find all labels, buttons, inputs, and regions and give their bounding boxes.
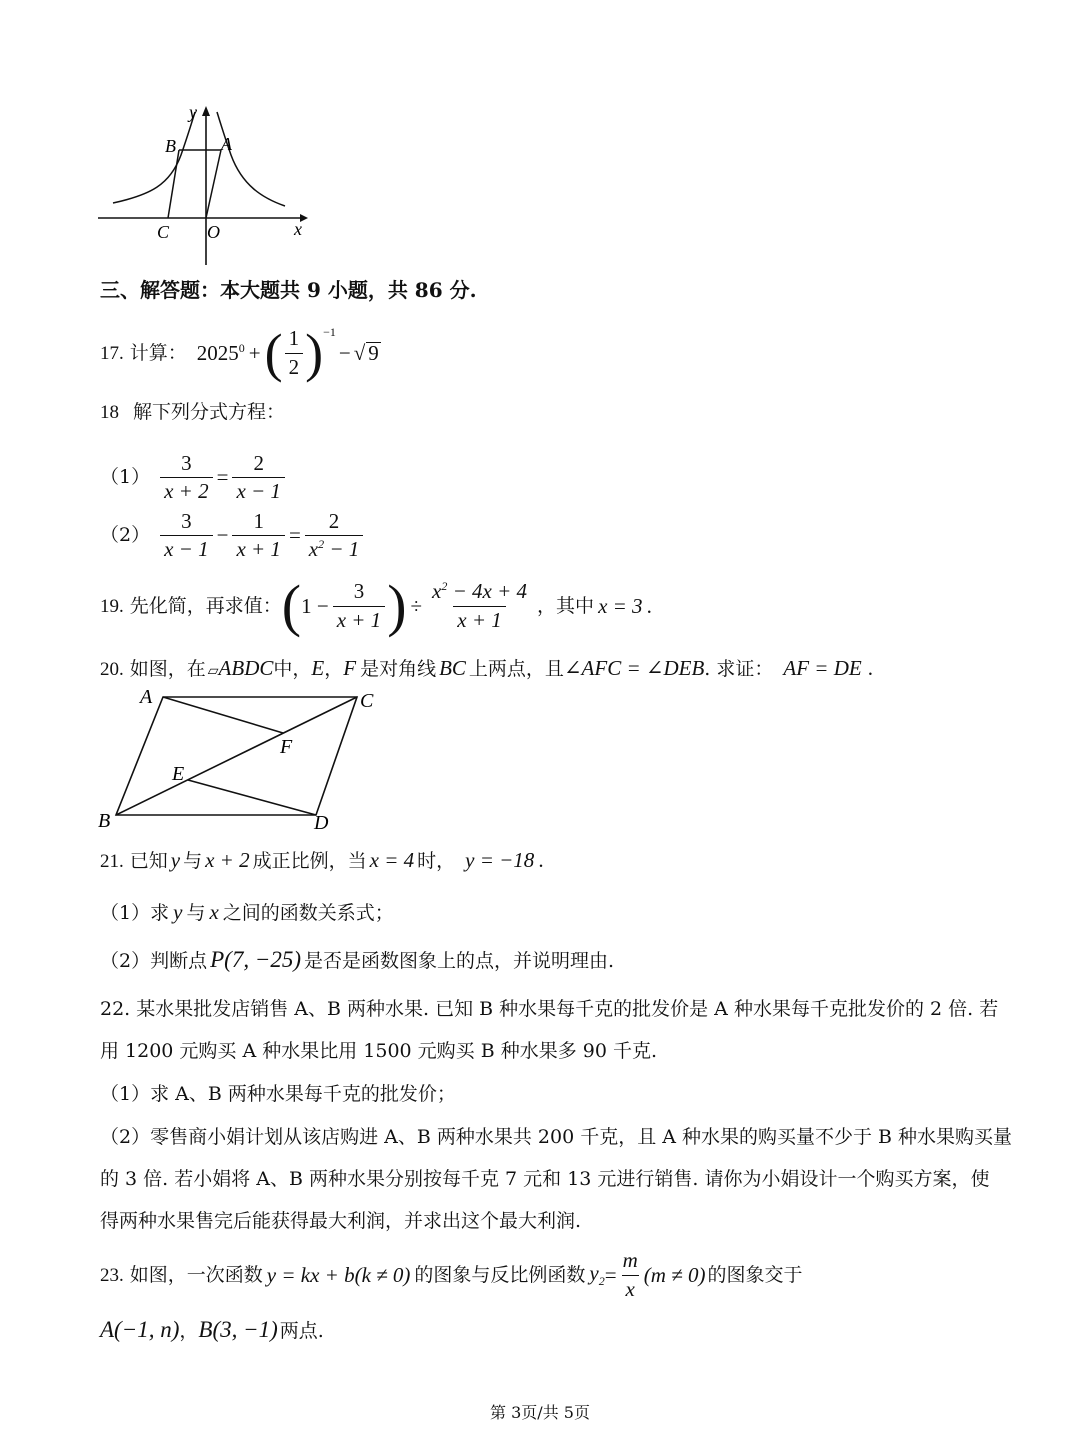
function-graph-q16 bbox=[95, 100, 315, 270]
label-A: A bbox=[140, 686, 153, 708]
segment-BC bbox=[168, 150, 179, 218]
q23-line2: A(−1, n)，B(3, −1) 两点. bbox=[100, 1317, 324, 1342]
question-17: 17. 计算： 2025$^0$ + ( $\frac{1}{2}$ ) $^{-1}$ − √ 9 bbox=[100, 323, 379, 383]
question-23: 23. 如图，一次函数 y = kx + b(k ≠ 0) 的图象与反比例函数 $y_2$ = $\frac{m}{x}$ (m ≠ 0) 的图象交于 bbox=[100, 1248, 803, 1301]
q22-part1: （1）求 A、B 两种水果每千克的批发价； bbox=[100, 1083, 456, 1105]
q22-line1: 22. 某水果批发店销售 A、B 两种水果. 已知 B 种水果每千克的批发价是 A 种水果每千克批发价的 2 倍. 若 bbox=[100, 998, 999, 1020]
q17-base: 2025$^0$ bbox=[196, 341, 245, 365]
q19-number: 19. bbox=[100, 595, 124, 617]
question-21: 21. 已知 y 与 x + 2 成正比例，当 x = 4 时， y = −18 . bbox=[100, 848, 544, 872]
label-A: A bbox=[221, 134, 232, 154]
section-title bbox=[100, 280, 477, 300]
hyperbola-right-branch bbox=[217, 112, 285, 206]
label-C: C bbox=[157, 222, 170, 242]
page-number: 第 3页/共 5页 bbox=[490, 1403, 590, 1422]
q18-p2-label: （2） bbox=[100, 524, 151, 547]
hyperbola-left-branch bbox=[113, 112, 195, 203]
question-20: 20. 如图，在 ▱ABDC中，E，F 是对角线 BC 上两点，且∠AFC = ∠DEB. 求证： AF = DE . bbox=[100, 656, 873, 680]
q21-part1: （1）求 y 与 x 之间的函数关系式； bbox=[100, 900, 394, 924]
label-D: D bbox=[314, 812, 329, 834]
segment-AO bbox=[206, 150, 221, 218]
question-19: 19. 先化简，再求值： ( 1 − $\frac{3}{x + 1}$ ) ÷ $\frac{x^2 - 4x + 4}{x + 1}$ ，其中 x = 3 . bbox=[100, 573, 652, 638]
label-E: E bbox=[172, 763, 185, 785]
label-y: y bbox=[189, 102, 197, 122]
label-F: F bbox=[280, 736, 293, 758]
q22-line2: 用 1200 元购买 A 种水果比用 1500 元购买 B 种水果多 90 千克. bbox=[100, 1040, 658, 1062]
label-x: x bbox=[294, 219, 302, 239]
q17-text: 计算： bbox=[129, 341, 187, 364]
q22-part2-line1: （2）零售商小娟计划从该店购进 A、B 两种水果共 200 千克，且 A 种水果的购买量不少于 B 种水果购买量 bbox=[100, 1126, 1013, 1148]
q22-part2-line2: 的 3 倍. 若小娟将 A、B 两种水果分别按每千克 7 元和 13 元进行销售. 请你为小娟设计一个购买方案，使 bbox=[100, 1168, 990, 1190]
q18-number: 18 bbox=[100, 402, 119, 423]
page-footer bbox=[0, 1400, 1080, 1423]
question-18 bbox=[100, 403, 285, 422]
q17-exponent: −1 bbox=[323, 325, 336, 339]
segment-AF bbox=[163, 697, 283, 733]
q17-number: 17. bbox=[100, 342, 124, 364]
q22-part2-line3: 得两种水果售完后能获得最大利润，并求出这个最大利润. bbox=[100, 1210, 582, 1232]
label-O: O bbox=[207, 222, 220, 242]
label-B: B bbox=[98, 810, 111, 832]
label-B: B bbox=[165, 136, 176, 156]
label-C: C bbox=[360, 690, 374, 712]
section-title-text: 三、解答题：本大题共 9 小题，共 86 分. bbox=[100, 278, 477, 302]
segment-ED bbox=[188, 780, 316, 815]
q21-part2: （2）判断点 P(7, −25) 是否是函数图象上的点，并说明理由. bbox=[100, 947, 615, 972]
q17-sqrt-arg: 9 bbox=[368, 341, 379, 365]
diagonal-BC bbox=[116, 697, 357, 815]
q18-p1-label: （1） bbox=[100, 466, 151, 489]
parallelogram-figure-q20 bbox=[90, 685, 390, 835]
q19-text: 先化简，再求值： bbox=[129, 594, 282, 617]
q18-part1: （1） $\frac{3}{x + 2}$ = $\frac{2}{x - 1}$ bbox=[100, 452, 287, 503]
q17-fraction: $\frac{1}{2}$ bbox=[285, 327, 304, 378]
q18-text: 解下列分式方程： bbox=[133, 401, 286, 423]
y-axis-arrow bbox=[202, 106, 210, 116]
q18-part2: （2） $\frac{3}{x - 1}$ − $\frac{1}{x + 1}$ = $\frac{2}{x^2 - 1}$ bbox=[100, 510, 365, 561]
